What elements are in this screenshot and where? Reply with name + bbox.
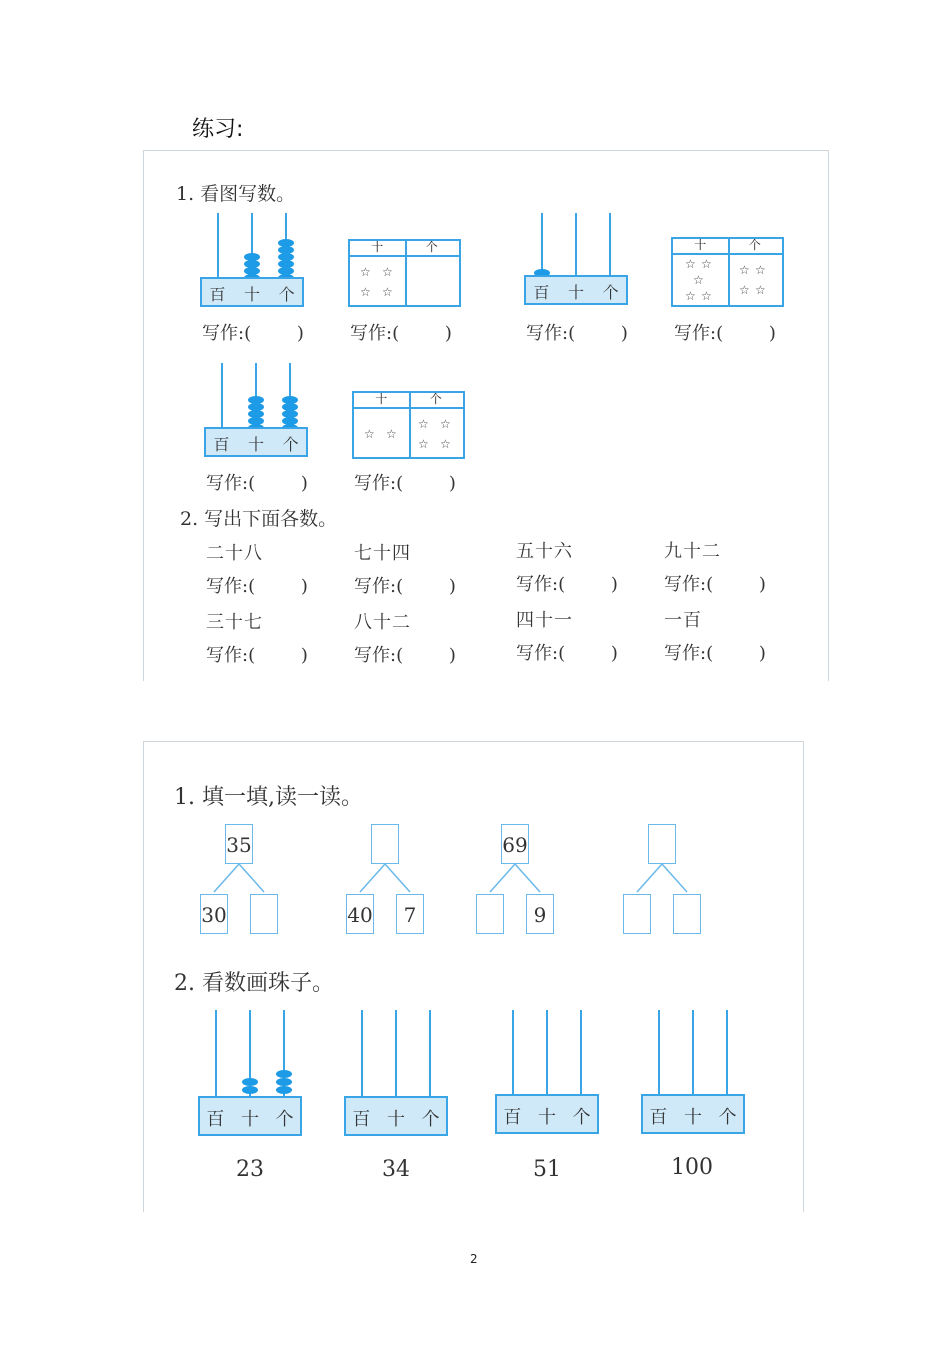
abacus-2: 百 十 个 (524, 213, 628, 309)
answer-blank[interactable]: 写作:( ) (516, 574, 618, 595)
tree-left-box[interactable]: 30 (200, 894, 228, 934)
question-1-title: 1. 填一填,读一读。 (174, 785, 363, 810)
tree-right-box[interactable] (250, 894, 278, 934)
place-value-table-1: 十 个 ☆ ☆ ☆ ☆ (348, 239, 461, 307)
tree-right-box[interactable]: 9 (526, 894, 554, 934)
exercise-panel-2 (143, 741, 804, 1212)
tree-left-box[interactable]: 40 (346, 894, 374, 934)
abacus-draw-2[interactable]: 百 十 个 (344, 1010, 448, 1140)
number-word: 八十二 (354, 612, 411, 633)
answer-blank[interactable]: 写作:( ) (674, 323, 776, 344)
answer-blank[interactable]: 写作:( ) (206, 473, 308, 494)
tree-top-box[interactable]: 35 (225, 824, 253, 864)
abacus-3: 百 十 个 (204, 363, 308, 459)
target-number: 100 (671, 1155, 713, 1180)
answer-blank[interactable]: 写作:( ) (350, 323, 452, 344)
number-word: 一百 (664, 610, 702, 631)
tree-left-box[interactable] (476, 894, 504, 934)
answer-blank[interactable]: 写作:( ) (516, 643, 618, 664)
answer-blank[interactable]: 写作:( ) (664, 643, 766, 664)
number-word: 三十七 (206, 612, 263, 633)
abacus-draw-3[interactable]: 百 十 个 (495, 1010, 599, 1140)
question-1-title: 1. 看图写数。 (176, 183, 296, 205)
target-number: 34 (382, 1157, 410, 1182)
place-value-table-2: 十 个 ☆ ☆ ☆ ☆ ☆ ☆ ☆ ☆ ☆ (671, 237, 784, 307)
answer-blank[interactable]: 写作:( ) (354, 645, 456, 666)
answer-blank[interactable]: 写作:( ) (354, 576, 456, 597)
number-word: 九十二 (664, 541, 721, 562)
tree-top-box[interactable] (371, 824, 399, 864)
tree-top-box[interactable] (648, 824, 676, 864)
abacus-draw-1[interactable]: 百 十 个 (198, 1010, 302, 1140)
page-number: 2 (470, 1252, 478, 1266)
answer-blank[interactable]: 写作:( ) (354, 473, 456, 494)
answer-blank[interactable]: 写作:( ) (206, 645, 308, 666)
question-2-title: 2. 看数画珠子。 (174, 971, 334, 996)
tree-top-box[interactable]: 69 (501, 824, 529, 864)
target-number: 23 (236, 1157, 264, 1182)
tree-right-box[interactable]: 7 (396, 894, 424, 934)
page-heading: 练习: (192, 117, 244, 142)
abacus-draw-4[interactable]: 百 十 个 (641, 1010, 745, 1140)
target-number: 51 (533, 1157, 561, 1182)
tree-left-box[interactable] (623, 894, 651, 934)
number-word: 五十六 (516, 541, 573, 562)
tree-right-box[interactable] (673, 894, 701, 934)
answer-blank[interactable]: 写作:( ) (526, 323, 628, 344)
answer-blank[interactable]: 写作:( ) (202, 323, 304, 344)
question-2-title: 2. 写出下面各数。 (180, 508, 338, 530)
exercise-panel-1 (143, 150, 829, 681)
abacus-1: 百 十 个 (200, 213, 304, 309)
number-word: 四十一 (516, 610, 573, 631)
answer-blank[interactable]: 写作:( ) (206, 576, 308, 597)
answer-blank[interactable]: 写作:( ) (664, 574, 766, 595)
place-value-table-3: 十 个 ☆ ☆ ☆ ☆ ☆ ☆ (352, 391, 465, 459)
number-word: 七十四 (354, 543, 411, 564)
number-word: 二十八 (206, 543, 263, 564)
